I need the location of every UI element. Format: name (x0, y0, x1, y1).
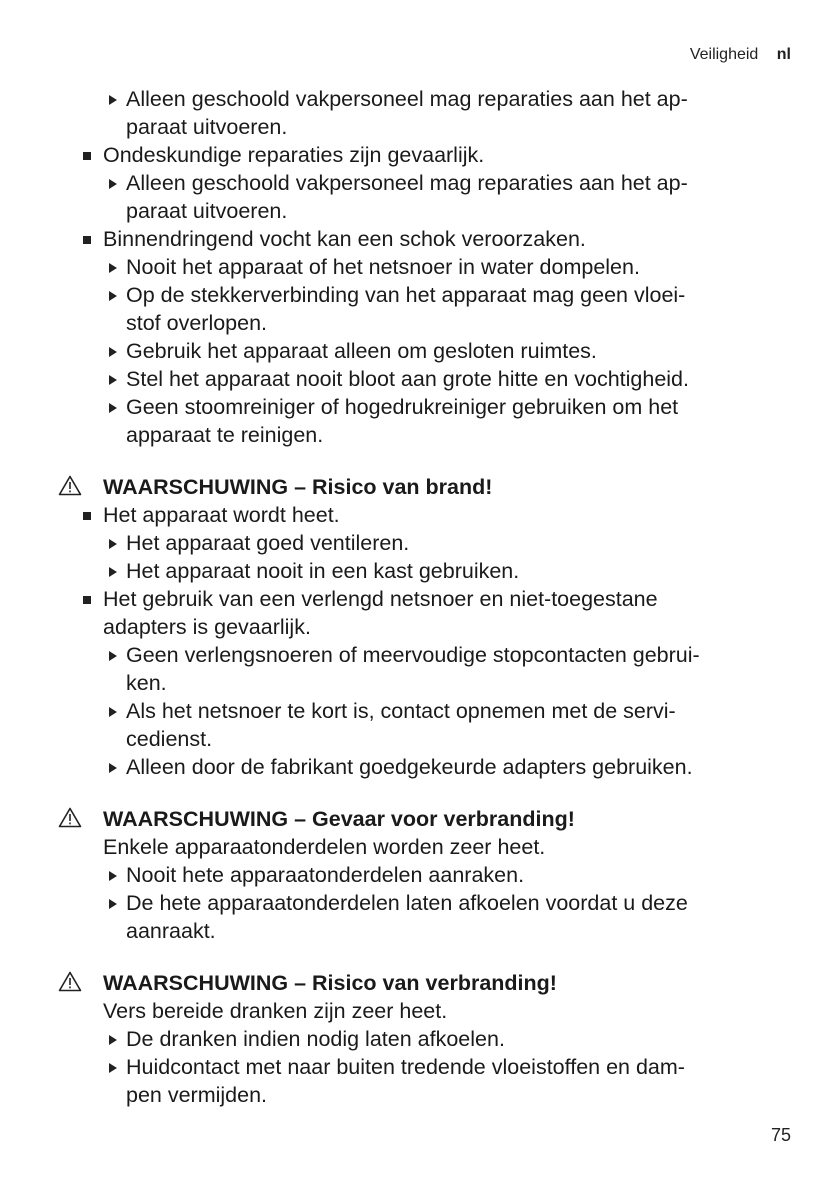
warning-text: Vers bereide dranken zijn zeer heet. (103, 999, 448, 1023)
hazard-item: Binnendringend vocht kan een schok veroorzaken. (58, 225, 798, 253)
triangle-bullet-icon (109, 651, 117, 661)
instruction-item: Nooit hete apparaatonderdelen aanraken. (58, 861, 798, 889)
warning-heading: WAARSCHUWING – Risico van verbranding! (58, 969, 798, 997)
warning-block-drinks (58, 969, 798, 1109)
triangle-bullet-icon (109, 179, 117, 189)
triangle-bullet-icon (109, 347, 117, 357)
instruction-item-cont: cedienst. (126, 727, 213, 751)
hazard-item: Ondeskundige reparaties zijn gevaarlijk. (58, 141, 798, 169)
warning-heading: WAARSCHUWING – Risico van brand! (58, 473, 798, 501)
instruction-item: De dranken indien nodig laten afkoelen. (58, 1025, 798, 1053)
instruction-item: Alleen geschoold vakpersoneel mag reparaties aan het ap- (58, 85, 798, 113)
instruction-item: Gebruik het apparaat alleen om gesloten ruimtes. (58, 337, 798, 365)
instruction-item: Het apparaat goed ventileren. (58, 529, 798, 557)
square-bullet-icon (83, 236, 91, 244)
warning-text: Enkele apparaatonderdelen worden zeer heet. (103, 835, 546, 859)
instruction-item: Geen stoomreiniger of hogedrukreiniger gebruiken om het (58, 393, 798, 421)
instruction-item: Het apparaat nooit in een kast gebruiken. (58, 557, 798, 585)
instruction-item: Nooit het apparaat of het netsnoer in water dompelen. (58, 253, 798, 281)
triangle-bullet-icon (109, 403, 117, 413)
square-bullet-icon (83, 512, 91, 520)
triangle-bullet-icon (109, 567, 117, 577)
hazard-item: Het gebruik van een verlengd netsnoer en niet-toegestane (58, 585, 798, 613)
triangle-bullet-icon (109, 763, 117, 773)
square-bullet-icon (83, 596, 91, 604)
triangle-bullet-icon (109, 1035, 117, 1045)
triangle-bullet-icon (109, 375, 117, 385)
warning-triangle-icon (58, 807, 82, 828)
warning-block-fire (58, 473, 798, 781)
running-header (690, 46, 791, 64)
instruction-item-cont: stof overlopen. (126, 311, 268, 335)
triangle-bullet-icon (109, 95, 117, 105)
warning-block-burn (58, 805, 798, 945)
instruction-item-cont: paraat uitvoeren. (126, 199, 288, 223)
safety-block (58, 85, 798, 449)
instruction-item: De hete apparaatonderdelen laten afkoelen voordat u deze (58, 889, 798, 917)
instruction-item-cont: paraat uitvoeren. (126, 115, 288, 139)
section-title: Veiligheid (689, 46, 759, 63)
instruction-item-cont: apparaat te reinigen. (126, 423, 324, 447)
instruction-item: Alleen door de fabrikant goedgekeurde adapters gebruiken. (58, 753, 798, 781)
page-content (58, 85, 798, 1109)
instruction-item: Huidcontact met naar buiten tredende vloeistoffen en dam- (58, 1053, 798, 1081)
instruction-item: Op de stekkerverbinding van het apparaat mag geen vloei- (58, 281, 798, 309)
instruction-item: Als het netsnoer te kort is, contact opnemen met de servi- (58, 697, 798, 725)
warning-heading: WAARSCHUWING – Gevaar voor verbranding! (58, 805, 798, 833)
triangle-bullet-icon (109, 291, 117, 301)
instruction-item-cont: aanraakt. (126, 919, 216, 943)
hazard-item: Het apparaat wordt heet. (58, 501, 798, 529)
triangle-bullet-icon (109, 539, 117, 549)
instruction-item: Stel het apparaat nooit bloot aan grote hitte en vochtigheid. (58, 365, 798, 393)
triangle-bullet-icon (109, 899, 117, 909)
instruction-item-cont: pen vermijden. (126, 1083, 268, 1107)
square-bullet-icon (83, 152, 91, 160)
triangle-bullet-icon (109, 1063, 117, 1073)
triangle-bullet-icon (109, 263, 117, 273)
instruction-item-cont: ken. (126, 671, 167, 695)
warning-triangle-icon (58, 475, 82, 496)
language-code: nl (776, 46, 791, 63)
triangle-bullet-icon (109, 871, 117, 881)
page-number: 75 (770, 1125, 791, 1145)
hazard-item-cont: adapters is gevaarlijk. (103, 615, 311, 639)
triangle-bullet-icon (109, 707, 117, 717)
instruction-item: Geen verlengsnoeren of meervoudige stopcontacten gebrui- (58, 641, 798, 669)
warning-triangle-icon (58, 971, 82, 992)
instruction-item: Alleen geschoold vakpersoneel mag reparaties aan het ap- (58, 169, 798, 197)
